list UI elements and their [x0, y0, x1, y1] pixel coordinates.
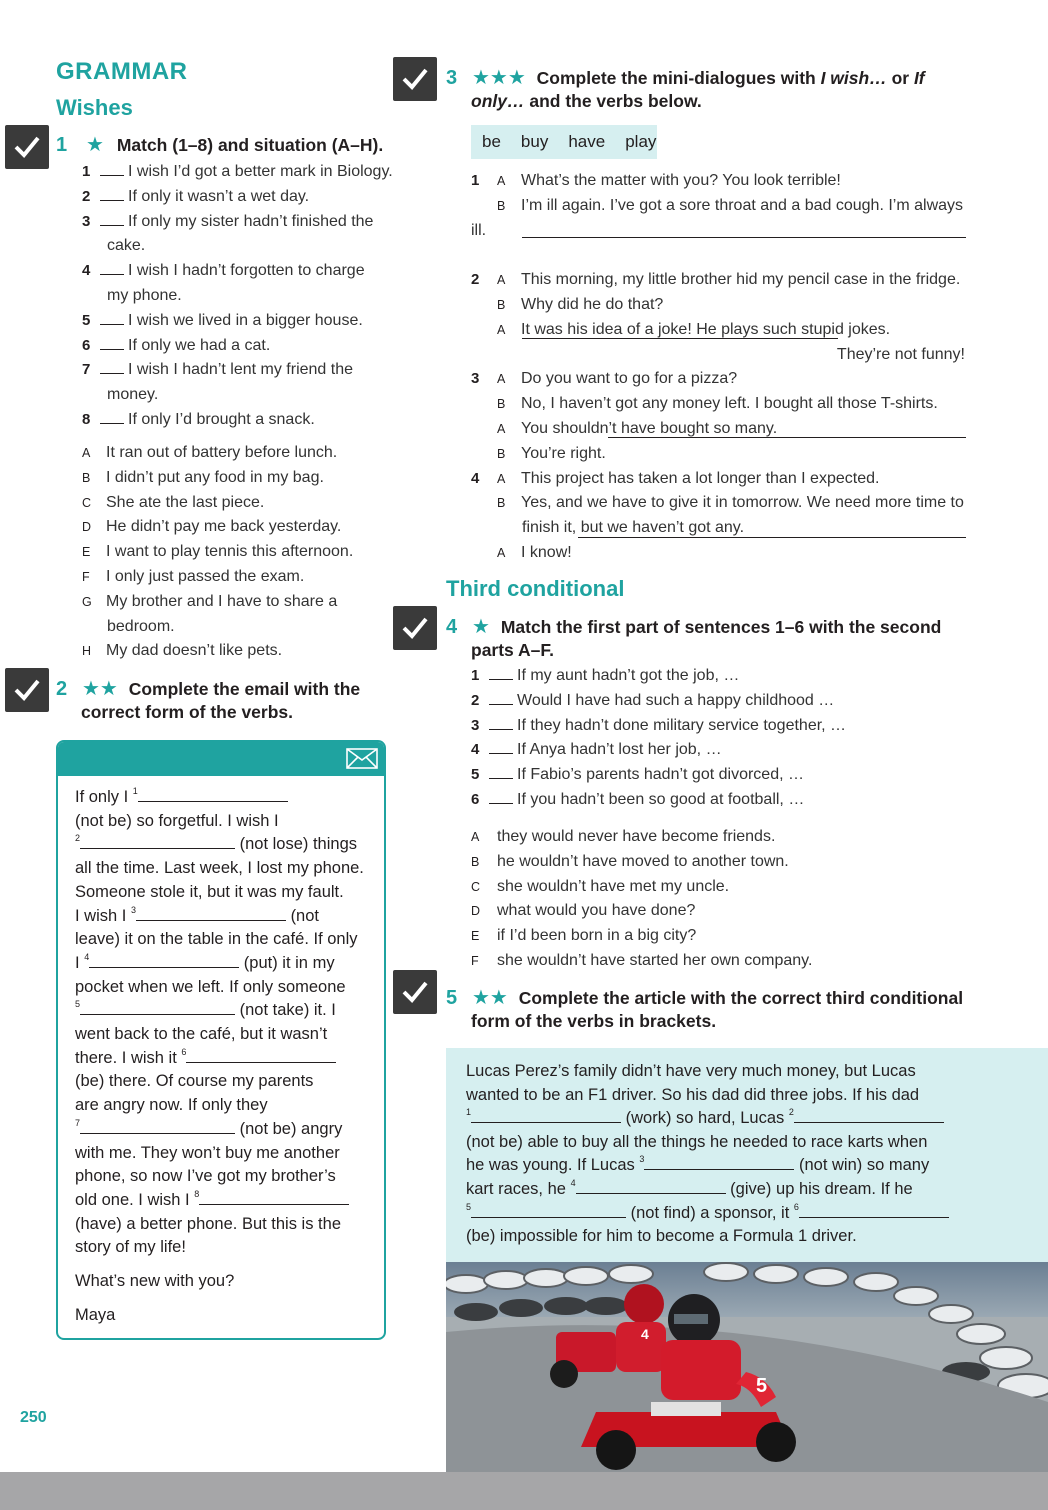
- answer-line[interactable]: [608, 437, 966, 438]
- ending-item: D what would you have done?: [471, 902, 696, 920]
- exercise-2-heading: 2 ★★ Complete the email with the correct form of the verbs.: [56, 678, 361, 722]
- word: play: [625, 132, 657, 151]
- exercise-5-stars: ★★: [472, 987, 508, 1009]
- word: buy: [520, 132, 549, 151]
- ex4-item: 2 Would I have had such a happy childhood …: [471, 691, 835, 709]
- exercise-4-endings: [471, 825, 991, 974]
- situation-item: A It ran out of battery before lunch.: [82, 444, 338, 461]
- exercise-1-instruction: Match (1–8) and situation (A–H).: [116, 135, 384, 155]
- ending-item: E if I’d been born in a big city?: [471, 927, 697, 945]
- ex4-item: 4 If Anya hadn’t lost her job, …: [471, 741, 722, 759]
- ending-item: F she wouldn’t have started her own company.: [471, 951, 813, 969]
- exercise-4-items: [471, 664, 991, 813]
- answer-line[interactable]: [522, 237, 966, 238]
- answer-blank[interactable]: [100, 261, 124, 275]
- exercise-5-check-icon[interactable]: [393, 970, 437, 1014]
- answer-blank[interactable]: [489, 666, 513, 680]
- answer-blank[interactable]: [100, 311, 124, 325]
- answer-blank[interactable]: [644, 1155, 794, 1170]
- exercise-2-number: 2: [56, 678, 68, 700]
- answer-blank[interactable]: [89, 953, 239, 968]
- answer-blank[interactable]: [80, 1119, 235, 1134]
- ex1-item: 6 If only we had a cat.: [82, 336, 271, 354]
- answer-blank[interactable]: [471, 1108, 621, 1123]
- page-number: 250: [20, 1409, 47, 1426]
- answer-line[interactable]: [522, 338, 838, 339]
- ex1-item: 4 I wish I hadn’t forgotten to charge: [82, 262, 365, 280]
- answer-blank[interactable]: [136, 906, 286, 921]
- exercise-4-check-icon[interactable]: [393, 606, 437, 650]
- answer-blank[interactable]: [489, 691, 513, 705]
- section-subtitle: Wishes: [56, 95, 133, 120]
- ex4-item: 3 If they hadn’t done military service together, …: [471, 716, 847, 734]
- ending-item: A they would never have become friends.: [471, 828, 776, 845]
- ex1-item: 3 If only my sister hadn’t finished the: [82, 212, 374, 230]
- envelope-icon: [346, 748, 378, 774]
- exercise-3-stars: ★★★: [472, 67, 526, 89]
- answer-blank[interactable]: [100, 360, 124, 374]
- email-signature: Maya: [75, 1305, 116, 1324]
- situation-item: B I didn’t put any food in my bag.: [82, 468, 324, 486]
- ex1-item: 7 I wish I hadn’t lent my friend the: [82, 361, 353, 379]
- ex1-item: 1 I wish I’d got a better mark in Biology.: [82, 163, 393, 180]
- exercise-2-check-icon[interactable]: [5, 668, 49, 712]
- exercise-1-heading: [56, 134, 383, 157]
- answer-blank[interactable]: [100, 336, 124, 350]
- answer-blank[interactable]: [100, 212, 124, 226]
- exercise-5-heading: 5 ★★ Complete the article with the correct third conditional form of the verbs in brackets.: [446, 987, 964, 1031]
- answer-blank[interactable]: [489, 740, 513, 754]
- exercise-1-situations: A It ran out of battery before lunch. B I didn’t put any food in my bag. C She ate the last piece. D He didn’t pay me back yesterday. E I want to play tennis this afternoon. F I only just passed the exam. G My brother and I have to share a bedroom. H My dad doesn’t like pets.: [82, 441, 402, 664]
- exercise-4-heading: 4 ★ Match the first part of sentences 1–6 with the second parts A–F.: [446, 616, 942, 660]
- situation-item: F I only just passed the exam.: [82, 567, 305, 585]
- answer-blank[interactable]: [794, 1108, 944, 1123]
- exercise-1-items: 1 I wish I’d got a better mark in Biology. 2 If only it wasn’t a wet day. 3 If only my sister hadn’t finished the cake. 4 I wish I hadn’t forgotten to charge my phone. 5 I wish we lived in a bigger house. 6 If only we had a cat. 7 I wish I hadn’t lent my friend the money. 8 If only I’d brought a snack.: [82, 160, 402, 433]
- situation-item: C She ate the last piece.: [82, 493, 265, 511]
- answer-blank[interactable]: [138, 787, 288, 802]
- article-text: Lucas Perez’s family didn’t have very much money, but Lucas wanted to be an F1 driver. So his dad did three jobs. If his dad $^1$ (work) so hard, Lucas $^2$ (not be) able to buy all the things he needed to race karts when he was young. If Lucas $^3$ (not win) so many kart races, he $^4$ (give) up his dream. If he $^5$ (not find) a sponsor, it $^6$ (be) impossible for him to become a Formula 1 driver.: [466, 1060, 986, 1249]
- exercise-3-heading: 3 ★★★ Complete the mini-dialogues with I wish… or If only… and the verbs below.: [446, 67, 925, 111]
- exercise-1-check-icon[interactable]: [5, 125, 49, 169]
- ex4-item: 5 If Fabio’s parents hadn’t got divorced, …: [471, 766, 804, 784]
- article-box: [446, 1048, 1048, 1262]
- page-footer-bar: [0, 1472, 1048, 1510]
- answer-blank[interactable]: [199, 1190, 349, 1205]
- situation-item: G My brother and I have to share a: [82, 592, 338, 610]
- answer-line[interactable]: [578, 537, 966, 538]
- exercise-4-stars: ★: [472, 616, 490, 638]
- ex1-item: 8 If only I’d brought a snack.: [82, 410, 315, 428]
- go-kart-photo: [446, 1262, 1048, 1472]
- exercise-3-check-icon[interactable]: [393, 57, 437, 101]
- answer-blank[interactable]: [80, 1000, 235, 1015]
- answer-blank[interactable]: [489, 765, 513, 779]
- ex1-item: 2 If only it wasn’t a wet day.: [82, 187, 310, 205]
- kart-number: 5: [756, 1375, 768, 1397]
- answer-blank[interactable]: [100, 187, 124, 201]
- answer-blank[interactable]: [489, 790, 513, 804]
- ex1-item: 5 I wish we lived in a bigger house.: [82, 311, 363, 329]
- answer-blank[interactable]: [576, 1179, 726, 1194]
- answer-blank[interactable]: [186, 1048, 336, 1063]
- kart-number: 4: [641, 1326, 649, 1342]
- exercise-2-stars: ★★: [82, 678, 118, 700]
- exercise-3-dialogues: 1 A What’s the matter with you? You look terrible! B I’m ill again. I’ve got a sore throat and a bad cough. I’m always ill. 2 A This morning, my little brother hid my pencil case in the fridge. B Why did he do that? A It was his idea of a joke! He plays such stupid jokes. They’re not funny! 3 A Do you want to go for a pizza? B No, I haven’t got any money left. I bought all those T-shirts. A You shouldn’t have bought so many. B You’re right. 4 A This project has taken a lot longer than I expected. B Yes, and we have to give it in tomorrow. We need more time to finish it, but we haven’t got any. A I know!: [471, 172, 965, 561]
- answer-blank[interactable]: [471, 1203, 626, 1218]
- exercise-4-number: 4: [446, 616, 458, 638]
- ending-item: C she wouldn’t have met my uncle.: [471, 877, 730, 895]
- email-body: If only I $^1$ (not be) so forgetful. I wish I $^2$ (not lose) things all the time. Last week, I lost my phone. Someone stole it, but it was my fault. I wish I $^3$ (not leave) it on the table in the café. If only I $^4$ (put) it in my pocket when we left. If only someone $^5$ (not take) it. I went back to the café, but it wasn’t there. I wish it $^6$ (be) there. Of course my parents are angry now. If only they $^7$ (not be) angry with me. They won’t buy me another phone, so now I’ve got my brother’s old one. I wish I $^8$ (have) a better phone. But this is the story of my life! What’s new with you? Maya: [75, 786, 375, 1327]
- situation-item: E I want to play tennis this afternoon.: [82, 543, 354, 561]
- ex4-item: 1 If my aunt hadn’t got the job, …: [471, 667, 740, 684]
- ending-item: B he wouldn’t have moved to another town.: [471, 852, 789, 870]
- exercise-3-number: 3: [446, 67, 458, 89]
- answer-blank[interactable]: [80, 834, 235, 849]
- exercise-1-number: 1: [56, 134, 68, 156]
- section-2-title: Third conditional: [446, 576, 625, 601]
- situation-item: D He didn’t pay me back yesterday.: [82, 518, 342, 536]
- word-box: [471, 125, 657, 159]
- answer-blank[interactable]: [799, 1203, 949, 1218]
- email-box: [56, 740, 386, 1340]
- word: have: [568, 132, 606, 151]
- situation-item: H My dad doesn’t like pets.: [82, 642, 283, 660]
- answer-blank[interactable]: [489, 716, 513, 730]
- exercise-5-number: 5: [446, 987, 458, 1009]
- section-title: GRAMMAR: [56, 58, 188, 85]
- answer-blank[interactable]: [100, 162, 124, 176]
- answer-blank[interactable]: [100, 410, 124, 424]
- email-header-bar: [58, 742, 384, 776]
- exercise-1-stars: ★: [86, 134, 104, 156]
- ex4-item: 6 If you hadn’t been so good at football, …: [471, 790, 805, 808]
- word: be: [482, 132, 501, 151]
